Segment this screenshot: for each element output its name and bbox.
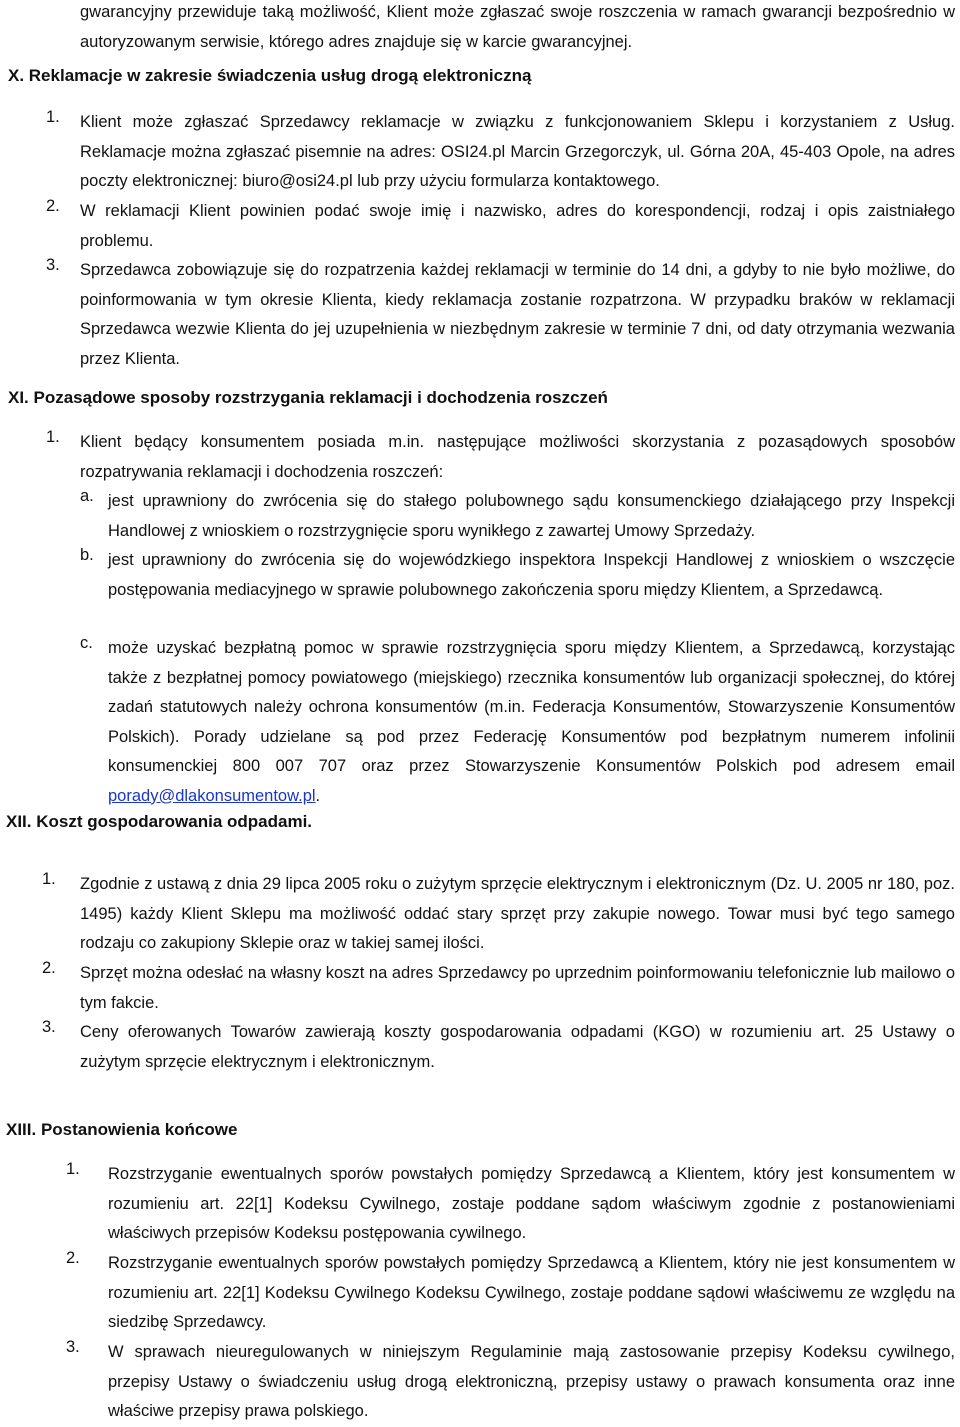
section-xii-item-2-text: Sprzęt można odesłać na własny koszt na adres Sprzedawcy po uprzednim poinformowaniu telefonicznie lub mailowo o tym fakcie. [80, 964, 955, 1012]
section-xi-sub-c-text: może uzyskać bezpłatną pomoc w sprawie rozstrzygnięcia sporu między Klientem, a Sprzedawcą, korzystając także z bezpłatnej pomocy powiatowego (miejskiego) rzecznika konsumentów lub organizacji społecznej, do której zadań statutowych należy ochrona konsumentów (m.in. Federacja Konsumentów, Stowarzyszenie Konsumentów Polskich). Porady udzielane są pod przez Federację Konsumentów pod bezpłatnym numerem infolinii konsumenckiej 800 007 707 oraz przez Stowarzyszenie Konsumentów Polskich pod adresem email [108, 639, 955, 775]
email-link[interactable]: porady@dlakonsumentow.pl [108, 786, 316, 805]
section-xiii-item-1-number: 1. [66, 1160, 80, 1178]
intro-paragraph: gwarancyjny przewiduje taką możliwość, Klient może zgłaszać swoje roszczenia w ramach gwarancji bezpośrednio w autoryzowanym serwisie, którego adres znajduje się w karcie gwarancyjnej. [80, 3, 955, 51]
section-xiii-heading: XIII. Postanowienia końcowe [6, 1120, 238, 1139]
section-xii-item-1-text: Zgodnie z ustawą z dnia 29 lipca 2005 roku o zużytym sprzęcie elektrycznym i elektronicznym (Dz. U. 2005 nr 180, poz. 1495) każdy Klient Sklepu ma możliwość oddać stary sprzęt przy zakupie nowego. Towar musi być tego samego rodzaju co zakupiony Sklepie oraz w takiej samej ilości. [80, 875, 955, 952]
section-x-item-3-text: Sprzedawca zobowiązuje się do rozpatrzenia każdej reklamacji w terminie do 14 dni, a gdyby to nie było możliwe, do poinformowania w tym okresie Klienta, kiedy reklamacja zostanie rozpatrzona. W przypadku braków w reklamacji Sprzedawca wezwie Klienta do jej uzupełnienia w niezbędnym zakresie w terminie 7 dni, od daty otrzymania wezwania przez Klienta. [80, 261, 955, 368]
section-xii-item-1-number: 1. [42, 870, 56, 888]
section-xi-sub-b-text: jest uprawniony do zwrócenia się do wojewódzkiego inspektora Inspekcji Handlowej z wnioskiem o wszczęcie postępowania mediacyjnego w sprawie polubownego zakończenia sporu między Klientem, a Sprzedawcą. [108, 551, 955, 599]
section-xiii-item-2-number: 2. [66, 1249, 80, 1267]
section-xiii-item-3-number: 3. [66, 1338, 80, 1356]
section-xii-item-2-number: 2. [42, 959, 56, 977]
section-x-item-2-text: W reklamacji Klient powinien podać swoje imię i nazwisko, adres do korespondencji, rodzaj i opis zaistniałego problemu. [80, 202, 955, 250]
section-x-item-1-number: 1. [46, 108, 60, 126]
section-xi-item-1-number: 1. [46, 428, 60, 446]
section-x-heading: X. Reklamacje w zakresie świadczenia usług drogą elektroniczną [8, 66, 532, 85]
section-xii-item-3-number: 3. [42, 1018, 56, 1036]
section-xiii-item-3-text: W sprawach nieuregulowanych w niniejszym Regulaminie mają zastosowanie przepisy Kodeksu cywilnego, przepisy Ustawy o świadczeniu usług drogą elektroniczną, przepisy ustawy o prawach konsumenta oraz inne właściwe przepisy prawa polskiego. [108, 1343, 955, 1420]
section-xiii-item-1-text: Rozstrzyganie ewentualnych sporów powstałych pomiędzy Sprzedawcą a Klientem, który jest konsumentem w rozumieniu art. 22[1] Kodeksu Cywilnego, zostaje poddane sądom właściwym zgodnie z postanowieniami właściwych przepisów Kodeksu postępowania cywilnego. [108, 1165, 955, 1242]
section-x-item-1-text: Klient może zgłaszać Sprzedawcy reklamacje w związku z funkcjonowaniem Sklepu i korzystaniem z Usług. Reklamacje można zgłaszać pisemnie na adres: OSI24.pl Marcin Grzegorczyk, ul. Górna 20A, 45-403 Opole, na adres poczty elektronicznej: biuro@osi24.pl lub przy użyciu formularza kontaktowego. [80, 113, 955, 190]
section-xii-heading: XII. Koszt gospodarowania odpadami. [6, 812, 313, 831]
section-x-item-2-number: 2. [46, 197, 60, 215]
section-xi-sub-a-text: jest uprawniony do zwrócenia się do stałego polubownego sądu konsumenckiego działającego przy Inspekcji Handlowej z wnioskiem o rozstrzygnięcie sporu wynikłego z zawartej Umowy Sprzedaży. [108, 492, 955, 540]
section-xii-item-3-text: Ceny oferowanych Towarów zawierają koszty gospodarowania odpadami (KGO) w rozumieniu art. 25 Ustawy o zużytym sprzęcie elektrycznym i elektronicznym. [80, 1023, 955, 1071]
section-xi-sub-b-letter: b. [80, 546, 94, 564]
section-xi-item-1-text: Klient będący konsumentem posiada m.in. następujące możliwości skorzystania z pozasądowych sposobów rozpatrywania reklamacji i dochodzenia roszczeń: [80, 433, 955, 481]
section-xi-heading: XI. Pozasądowe sposoby rozstrzygania reklamacji i dochodzenia roszczeń [8, 388, 608, 407]
section-xi-sub-c-end: . [315, 786, 321, 805]
section-xiii-item-2-text: Rozstrzyganie ewentualnych sporów powstałych pomiędzy Sprzedawcą a Klientem, który nie jest konsumentem w rozumieniu art. 22[1] Kodeksu Cywilnego Kodeksu Cywilnego, zostaje poddane sądowi właściwemu ze względu na siedzibę Sprzedawcy. [108, 1254, 955, 1331]
section-xi-sub-c-letter: c. [80, 634, 93, 652]
section-xi-sub-a-letter: a. [80, 487, 94, 505]
section-x-item-3-number: 3. [46, 256, 60, 274]
section-xi-sub-c-paragraph [108, 634, 955, 811]
